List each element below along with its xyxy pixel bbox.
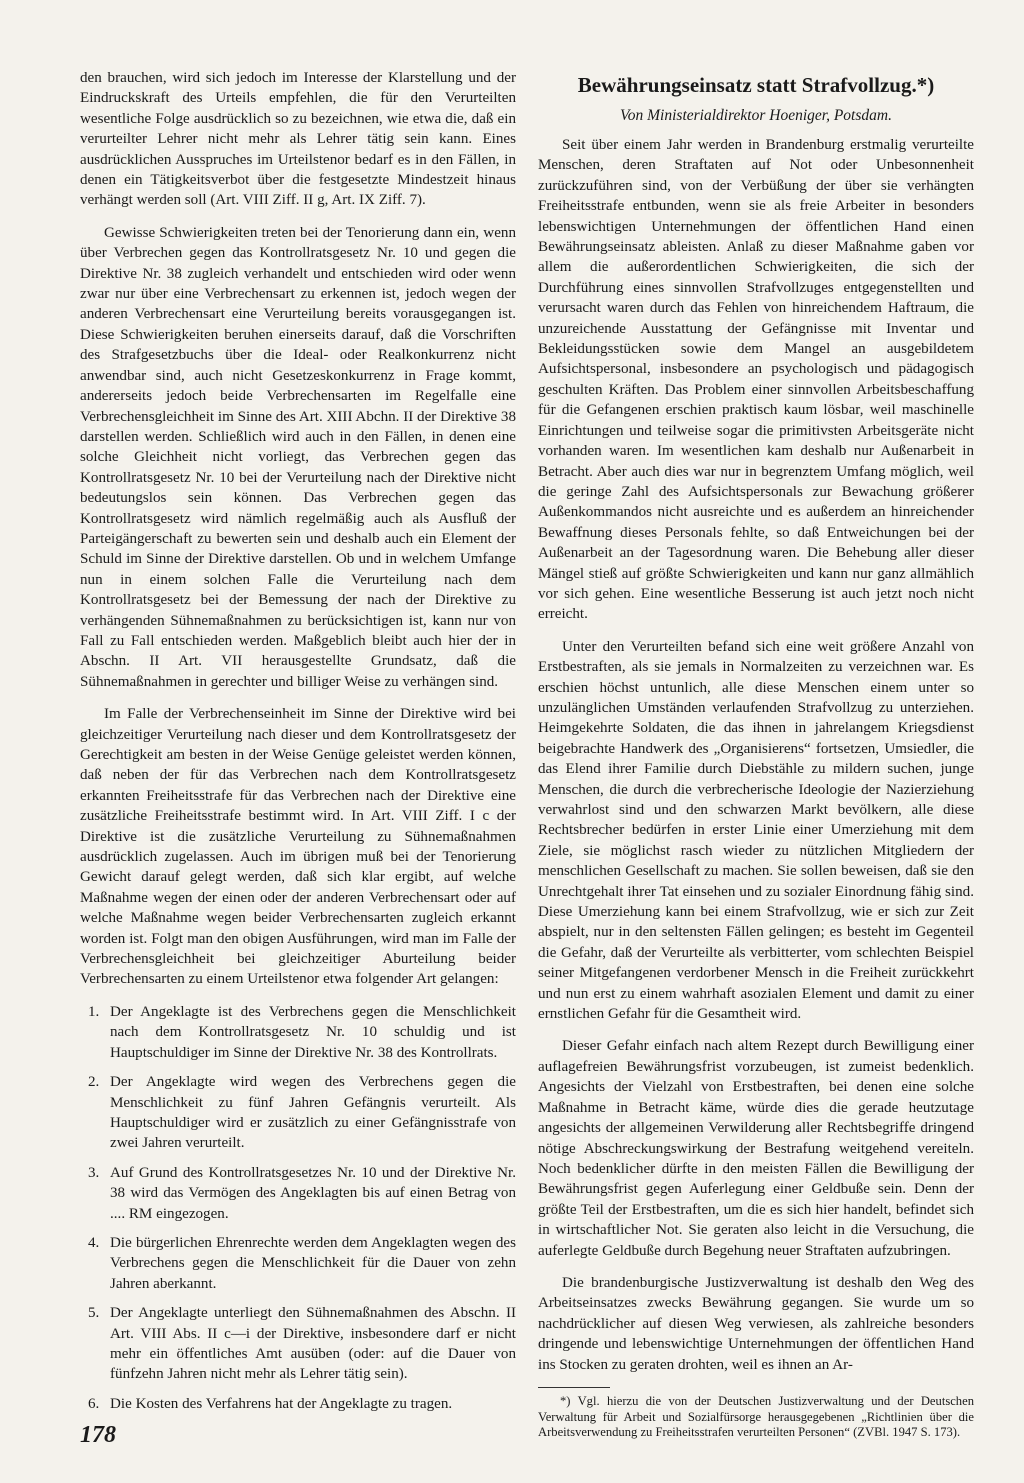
footnote: *) Vgl. hierzu die von der Deutschen Justizverwaltung und der Deutschen Verwaltung für Arbeit und Sozialfürsorge herausgegebenen „Richtlinien über die Arbeitsverwendung zu Freiheitsstrafen verurteilten Personen“ (ZVBl. 1947 S. 173).	[538, 1393, 974, 1440]
right-paragraph-4: Die brandenburgische Justizverwaltung ist deshalb den Weg des Arbeitseinsatzes zwecks Bewährung gegangen. Sie wurde um so nachdrücklicher auf diesen Weg verwiesen, als zahlreiche besonders dringende und lebenswichtige Unternehmungen der öffentlichen Hand ins Stocken zu geraten drohten, weil es ihnen an Ar-	[538, 1274, 974, 1373]
tenor-item	[80, 1394, 516, 1414]
tenor-item	[80, 1163, 516, 1224]
right-paragraph-2: Unter den Verurteilten befand sich eine weit größere Anzahl von Erstbestraften, als sie jemals in Normalzeiten zu verzeichnen war. Es erschien höchst untunlich, alle diese Menschen einem unter so unzulänglichen Umständen verlaufenden Strafvollzug zu unterziehen. Heimgekehrte Soldaten, die das ihnen in jahrelangem Kriegsdienst beigebrachte Handwerk des „Organisierens“ fortsetzen, Umsiedler, die das Elend ihrer Familie durch Diebstähle zu mildern suchen, junge Menschen, die durch die verbrecherische Ideologie der Nazierziehung verwahrlost sind und den schwarzen Markt bevölkern, alle diese Rechtsbrecher bedürfen in erster Linie einer Umerziehung mit dem Ziele, sie möglichst rasch wieder zu nützlichen Mitgliedern der menschlichen Gesellschaft zu machen. Sie sollen beweisen, daß sie den Unrechtgehalt ihrer Tat einsehen und zu sozialer Einordnung fähig sind. Diese Umerziehung kann bei einem Strafvollzug, wie er sich zur Zeit abspielt, nur in den seltensten Fällen gelingen; es besteht im Gegenteil die Gefahr, daß der Verurteilte als verbitterter, vom schlechten Beispiel seiner Mitgefangenen verdorbener Mensch in die Freiheit zurückkehrt und nun erst zu einem wahrhaft asozialen Element und damit zu einer ernstlichen Gefahr für die Gesamtheit wird.	[538, 638, 974, 1023]
right-paragraph-3: Dieser Gefahr einfach nach altem Rezept durch Bewilligung einer auflagefreien Bewährungsfrist vorzubeugen, ist zumeist bedenklich. Angesichts der Vielzahl von Erstbestraften, bei denen eine solche Maßnahme in Betracht käme, würde dies die gerade heutzutage angesichts der allgemeinen Verwilderung aller Rechtsbegriffe dringend nötige Abschreckungswirkung der Bestrafung weitgehend vereiteln. Noch bedenklicher dürfte in den meisten Fällen die Bewilligung der Bewährungsfrist gegen Auferlegung einer Geldbuße sein. Denn der größte Teil der Erstbestraften, um die es sich hier handelt, befindet sich in wirtschaftlicher Not. Sie geraten also leicht in die Versuchung, die auferlegte Geldbuße durch Begehung neuer Straftaten aufzubringen.	[538, 1038, 974, 1259]
left-paragraph-3: Im Falle der Verbrechenseinheit im Sinne der Direktive wird bei gleichzeitiger Verurteilung nach dieser und dem Kontrollratsgesetz der Gerechtigkeit am besten in der Weise Genüge geleistet werden können, daß neben der für das Verbrechen nach dem Kontrollratsgesetz erkannten Freiheitsstrafe für das Verbrechen nach der Direktive eine zusätzliche Freiheitsstrafe bestimmt wird. In Art. VIII Ziff. I c der Direktive ist die zusätzliche Verurteilung zu Sühnemaßnahmen ausdrücklich zugelassen. Auch im übrigen muß bei der Tenorierung Gewicht darauf gelegt werden, daß sich klar ergibt, auf welche Maßnahme wegen der einen oder der anderen Verbrechensart oder auf welche Maßnahme wegen beider Verbrechensarten zugleich erkannt worden ist. Folgt man den obigen Ausführungen, wird man im Falle der Verbrechensgleichheit bei gleichzeitiger Aburteilung beider Verbrechensarten zu einem Urteilstenor etwa folgender Art gelangen:	[80, 706, 516, 988]
tenor-item-text: Der Angeklagte unterliegt den Sühnemaßnahmen des Abschn. II Art. VIII Abs. II c—i der Direktive, insbesondere darf er nicht mehr ein öffentliches Amt ausüben (oder: auf die Dauer von fünfzehn Jahren nicht mehr als Lehrer tätig sein).	[110, 1305, 516, 1383]
article-title: Bewährungseinsatz statt Strafvollzug.*)	[577, 73, 935, 97]
left-paragraph-1: den brauchen, wird sich jedoch im Interesse der Klarstellung und der Eindruckskraft des Urteils empfehlen, die für den Verurteilten wesentliche Folge ausdrücklich so zu bezeichnen, wie etwa die, daß ein verurteilter Lehrer nicht mehr als Lehrer tätig sein kann. Eines ausdrücklichen Ausspruches im Urteilstenor bedarf es in den Fällen, in denen ein Tätigkeitsverbot über die festgesetzte Mindestzeit hinaus verhängt werden soll (Art. VIII Ziff. II g, Art. IX Ziff. 7).	[80, 70, 516, 209]
tenor-item-text: Die bürgerlichen Ehrenrechte werden dem Angeklagten wegen des Verbrechens gegen die Menschlichkeit für die Dauer von zehn Jahren aberkannt.	[110, 1234, 516, 1292]
tenor-item	[80, 1072, 516, 1154]
tenor-item-text: Die Kosten des Verfahrens hat der Angeklagte zu tragen.	[110, 1395, 453, 1412]
tenor-item	[80, 1002, 516, 1063]
article-byline: Von Ministerialdirektor Hoeniger, Potsdam.	[620, 107, 892, 124]
tenor-list	[80, 1002, 516, 1414]
right-paragraph-1: Seit über einem Jahr werden in Brandenburg erstmalig verurteilte Menschen, deren Straftaten auf Not oder Unbesonnenheit zurückzuführen sind, von der Verbüßung der über sie verhängten Freiheitsstrafe entbunden, wenn sie als freie Arbeiter in besonders lebenswichtigen Unternehmungen der öffentlichen Hand einen Bewährungseinsatz ableisten. Anlaß zu dieser Maßnahme gaben vor allem die außerordentlichen Schwierigkeiten, die sich der Durchführung eines sinnvollen Strafvollzuges entgegenstellten und verursacht waren durch das Fehlen von hinreichendem Haftraum, die unzureichende Ausstattung der Gefängnisse mit Inventar und Bekleidungsstücken sowie dem Mangel an ausgebildetem Aufsichtspersonal, insbesondere an psychologisch und pädagogisch geschulten Kräften. Das Problem einer sinnvollen Arbeitsbeschaffung für die Gefangenen erschien praktisch kaum lösbar, weil maschinelle Einrichtungen und teilweise sogar die primitivsten Arbeitsgeräte nicht vorhanden waren. Im wesentlichen kam deshalb nur Außenarbeit in Betracht. Aber auch dies war nur in begrenztem Umfang möglich, weil die geringe Zahl des Aufsichtspersonals zur Bewachung größerer Außenkommandos nicht ausreichte und es außerdem an hinreichender Bewaffnung dieses Personals fehlte, so daß Entweichungen bei der Außenarbeit an der Tagesordnung waren. Die Behebung aller dieser Mängel stieß auf größte Schwierigkeiten und kann nur ganz allmählich vor sich gehen. Eine wesentliche Besserung ist auch jetzt noch nicht erreicht.	[538, 137, 974, 623]
tenor-item	[80, 1233, 516, 1294]
tenor-item-text: Der Angeklagte wird wegen des Verbrechens gegen die Menschlichkeit zu fünf Jahren Gefängnis verurteilt. Als Hauptschuldiger wird er zusätzlich zu einer Gefängnisstrafe von zwei Jahren verurteilt.	[110, 1074, 516, 1152]
right-column	[538, 72, 974, 1441]
tenor-item-number: 5.	[88, 1305, 100, 1322]
tenor-item-number: 6.	[88, 1395, 100, 1412]
page-number: 178	[80, 1422, 116, 1448]
footnote-divider	[538, 1387, 610, 1388]
tenor-item-text: Der Angeklagte ist des Verbrechens gegen die Menschlichkeit nach dem Kontrollratsgesetz Nr. 10 schuldig und ist Hauptschuldiger im Sinne der Direktive Nr. 38 des Kontrollrats.	[110, 1003, 516, 1061]
left-column	[80, 68, 516, 1423]
tenor-item	[80, 1303, 516, 1385]
tenor-item-number: 3.	[88, 1164, 100, 1181]
tenor-item-text: Auf Grund des Kontrollratsgesetzes Nr. 10 und der Direktive Nr. 38 wird das Vermögen des Angeklagten bis auf einen Betrag von .... RM eingezogen.	[110, 1164, 516, 1222]
tenor-item-number: 4.	[88, 1234, 100, 1251]
tenor-item-number: 1.	[88, 1003, 100, 1020]
tenor-item-number: 2.	[88, 1074, 100, 1091]
left-paragraph-2: Gewisse Schwierigkeiten treten bei der Tenorierung dann ein, wenn über Verbrechen gegen das Kontrollratsgesetz Nr. 10 und gegen die Direktive Nr. 38 zugleich verhandelt und entschieden wird oder wenn zwar nur über eine Verbrechensart zu erkennen ist, jedoch wegen der anderen Verbrechensart eine Verurteilung bereits vorausgegangen ist. Diese Schwierigkeiten beruhen einerseits darauf, daß die Vorschriften des Strafgesetzbuchs über die Ideal- oder Realkonkurrenz nicht anwendbar sind, auch nicht Gesetzeskonkurrenz in Frage kommt, andererseits jedoch beide Verbrechensarten im Regelfalle eine Verbrechensgleichheit im Sinne des Art. XIII Abchn. II der Direktive 38 darstellen werden. Schließlich wird auch in den Fällen, in denen eine solche Gleichheit nicht vorliegt, das Verbrechen gegen das Kontrollratsgesetz Nr. 10 bei der Verurteilung nach der Direktive nicht bedeutungslos sein können. Das Verbrechen gegen das Kontrollratsgesetz wird nämlich regelmäßig auch als Ausfluß der Parteigängerschaft zu bewerten sein und deshalb auch ein Element der Schuld im Sinne der Direktive darstellen. Ob und in welchem Umfange nun in einem solchen Falle die Verurteilung nach dem Kontrollratsgesetz bei der Bemessung der nach der Direktive zu verhängenden Sühnemaßnahmen zu berücksichtigen ist, kann nur von Fall zu Fall entschieden werden. Maßgeblich bleibt auch hier der in Abschn. II Art. VII herausgestellte Grundsatz, daß die Sühnemaßnahmen in gerechter und billiger Weise zu verhängen sind.	[80, 224, 516, 690]
